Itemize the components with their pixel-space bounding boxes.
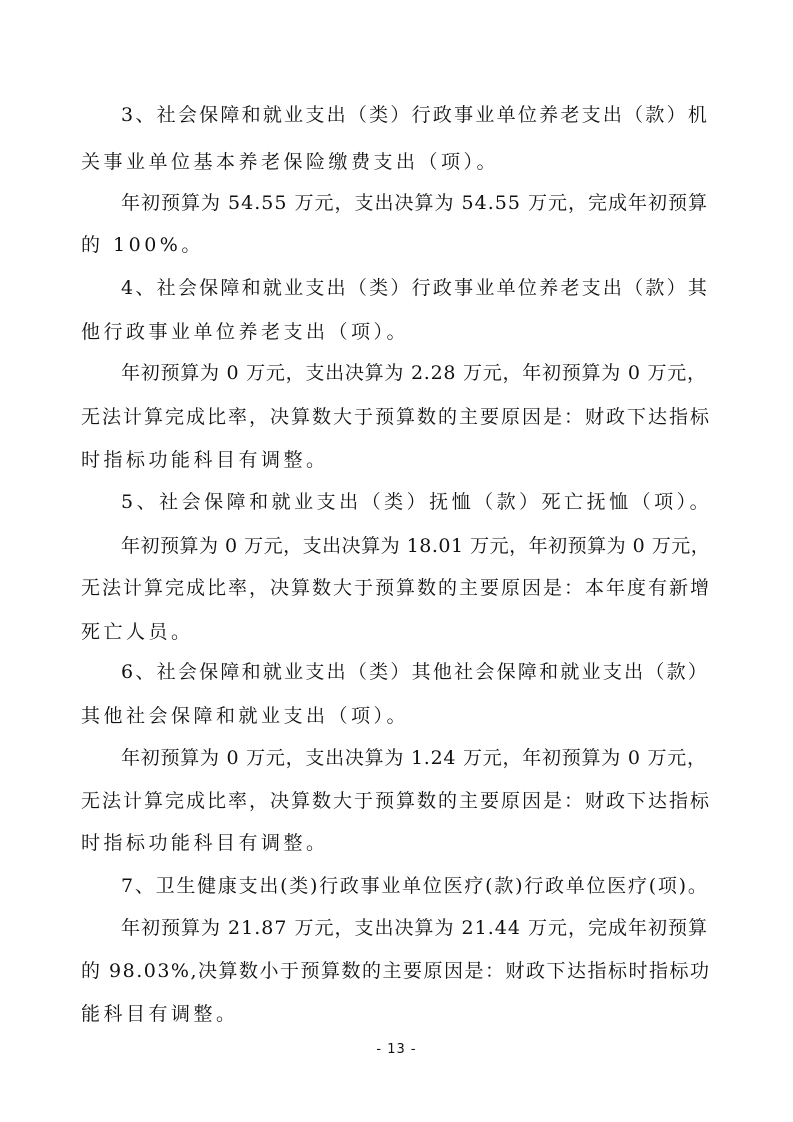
item-3-body-line-2: 的 100%。: [81, 234, 204, 256]
item-7-body-line-3: 能科目有调整。: [81, 1003, 239, 1025]
item-4-body-line-1: 年初预算为 0 万元，支出决算为 2.28 万元，年初预算为 0 万元，: [121, 362, 707, 384]
item-7-body-line-2: 的 98.03%,决算数小于预算数的主要原因是：财政下达指标时指标功: [81, 960, 711, 982]
item-4-heading-line-2: 他行政事业单位养老支出（项）。: [81, 321, 410, 343]
item-6-body-line-2: 无法计算完成比率，决算数大于预算数的主要原因是：财政下达指标: [81, 790, 712, 812]
item-3-heading-line-1: 3、社会保障和就业支出（类）行政事业单位养老支出（款）机: [121, 104, 710, 126]
item-7-body-line-1: 年初预算为 21.87 万元，支出决算为 21.44 万元，完成年初预算: [121, 917, 708, 939]
item-7-heading-line-1: 7、卫生健康支出(类)行政事业单位医疗(款)行政单位医疗(项)。: [121, 875, 709, 897]
item-3-heading-line-2: 关事业单位基本养老保险缴费支出（项）。: [81, 151, 500, 173]
item-5-body-line-3: 死亡人员。: [81, 621, 194, 643]
item-5-body-line-1: 年初预算为 0 万元，支出决算为 18.01 万元，年初预算为 0 万元，: [121, 535, 711, 557]
item-6-heading-line-2: 其他社会保障和就业支出（项）。: [81, 705, 410, 727]
item-5-body-line-2: 无法计算完成比率，决算数大于预算数的主要原因是：本年度有新增: [81, 577, 712, 599]
item-4-body-line-2: 无法计算完成比率，决算数大于预算数的主要原因是：财政下达指标: [81, 406, 712, 428]
item-6-body-line-3: 时指标功能科目有调整。: [81, 832, 329, 854]
item-4-body-line-3: 时指标功能科目有调整。: [81, 449, 329, 471]
item-4-heading-line-1: 4、社会保障和就业支出（类）行政事业单位养老支出（款）其: [121, 277, 710, 299]
item-6-heading-line-1: 6、社会保障和就业支出（类）其他社会保障和就业支出（款）: [121, 661, 710, 683]
page-number: - 13 -: [376, 1042, 417, 1057]
item-3-body-line-1: 年初预算为 54.55 万元，支出决算为 54.55 万元，完成年初预算: [121, 192, 708, 214]
item-5-heading-line-1: 5、社会保障和就业支出（类）抚恤（款）死亡抚恤（项）。: [121, 491, 713, 513]
item-6-body-line-1: 年初预算为 0 万元，支出决算为 1.24 万元，年初预算为 0 万元，: [121, 747, 707, 769]
